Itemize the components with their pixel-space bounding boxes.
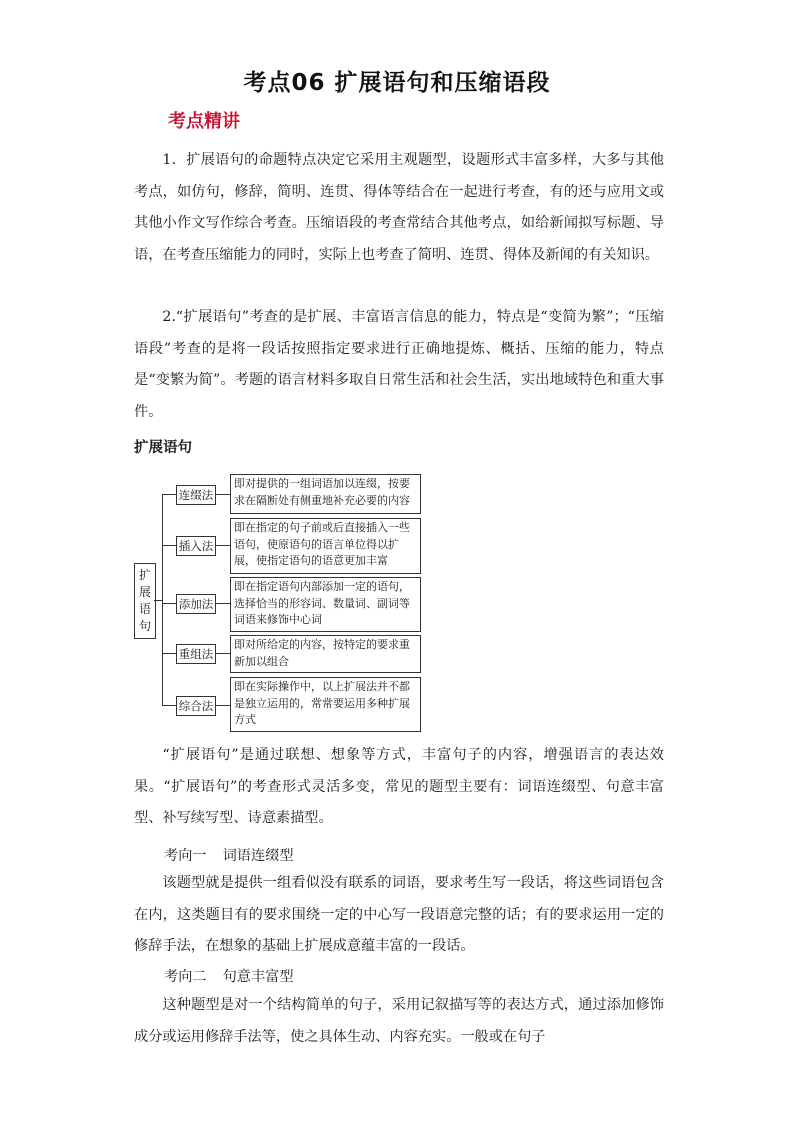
branch-desc-charu: 即在指定的句子前或后直接插入一些语句，使原语句的语言单位得以扩展，使指定语句的语意更加丰富: [230, 518, 421, 574]
branch-connector: [162, 545, 176, 546]
section-heading: 考点精讲: [168, 111, 240, 132]
branch-label-zonghe: 综合法: [176, 696, 216, 716]
method-diagram: [134, 470, 434, 732]
page-title: 考点06 扩展语句和压缩语段: [243, 70, 551, 96]
branch-connector: [216, 545, 230, 546]
branch-connector: [216, 653, 230, 654]
kaoxiang-2: [164, 966, 294, 986]
kaoxiang-2-label: 考向二: [164, 969, 207, 985]
kaoxiang-2-name: 句意丰富型: [222, 969, 294, 985]
branch-connector: [216, 494, 230, 495]
branch-label-charu: 插入法: [176, 536, 216, 556]
kaoxiang-1-name: 词语连缀型: [222, 848, 294, 864]
branch-connector: [162, 494, 176, 495]
root-connector: [154, 600, 162, 601]
branch-label-tianjia: 添加法: [176, 594, 216, 614]
paragraph-4: 该题型就是提供一组看似没有联系的词语，要求考生写一段话，将这些词语包含在内，这类题目有的要求围绕一定的中心写一段语意完整的话；有的要求运用一定的修辞手法，在想象的基础上扩展成意蕴丰富的一段话。: [134, 875, 664, 954]
branch-connector: [162, 653, 176, 654]
branch-connector: [162, 603, 176, 604]
paragraph-2: 2.“扩展语句”考查的是扩展、丰富语言信息的能力，特点是“变简为繁”；“压缩语段”考查的是将一段话按照指定要求进行正确地提炼、概括、压缩的能力，特点是“变繁为简”。考题的语言材料多取自日常生活和社会生活，实出地域特色和重大事件。: [134, 309, 664, 420]
branch-connector: [216, 603, 230, 604]
branch-label-chongzu: 重组法: [176, 644, 216, 664]
kaoxiang-1: [164, 845, 294, 865]
branch-desc-tianjia: 即在指定语句内部添加一定的语句，选择恰当的形容词、数量词、副词等词语来修饰中心词: [230, 577, 421, 632]
branch-connector: [162, 705, 176, 706]
subheading-kuozhan: 扩展语句: [134, 440, 192, 456]
branch-desc-zonghe: 即在实际操作中，以上扩展法并不都是独立运用的，常常要运用多种扩展方式: [230, 677, 421, 732]
paragraph-5: 这种题型是对一个结构简单的句子，采用记叙描写等的表达方式，通过添加修饰成分或运用修辞手法等，使之具体生动、内容充实。一般或在句子: [134, 997, 664, 1045]
branch-desc-lianzhui: 即对提供的一组词语加以连缀，按要求在隔断处有侧重地补充必要的内容: [230, 474, 421, 514]
diagram-trunk: [162, 494, 163, 706]
paragraph-3: “扩展语句”是通过联想、想象等方式，丰富句子的内容，增强语言的表达效果。“扩展语句”的考查形式灵活多变，常见的题型主要有：词语连缀型、句意丰富型、补写续写型、诗意素描型。: [134, 747, 664, 826]
branch-desc-chongzu: 即对所给定的内容，按特定的要求重新加以组合: [230, 635, 421, 673]
kaoxiang-1-label: 考向一: [164, 848, 207, 864]
branch-connector: [216, 705, 230, 706]
branch-label-lianzhui: 连缀法: [176, 485, 216, 505]
diagram-root: 扩展语句: [134, 563, 156, 639]
paragraph-1: 1．扩展语句的命题特点决定它采用主观题型，设题形式丰富多样，大多与其他考点，如仿句，修辞，简明、连贯、得体等结合在一起进行考查，有的还与应用文或其他小作文写作综合考查。压缩语段的考查常结合其他考点，如给新闻拟写标题、导语，在考查压缩能力的同时，实际上也考查了简明、连贯、得体及新闻的有关知识。: [134, 152, 664, 263]
